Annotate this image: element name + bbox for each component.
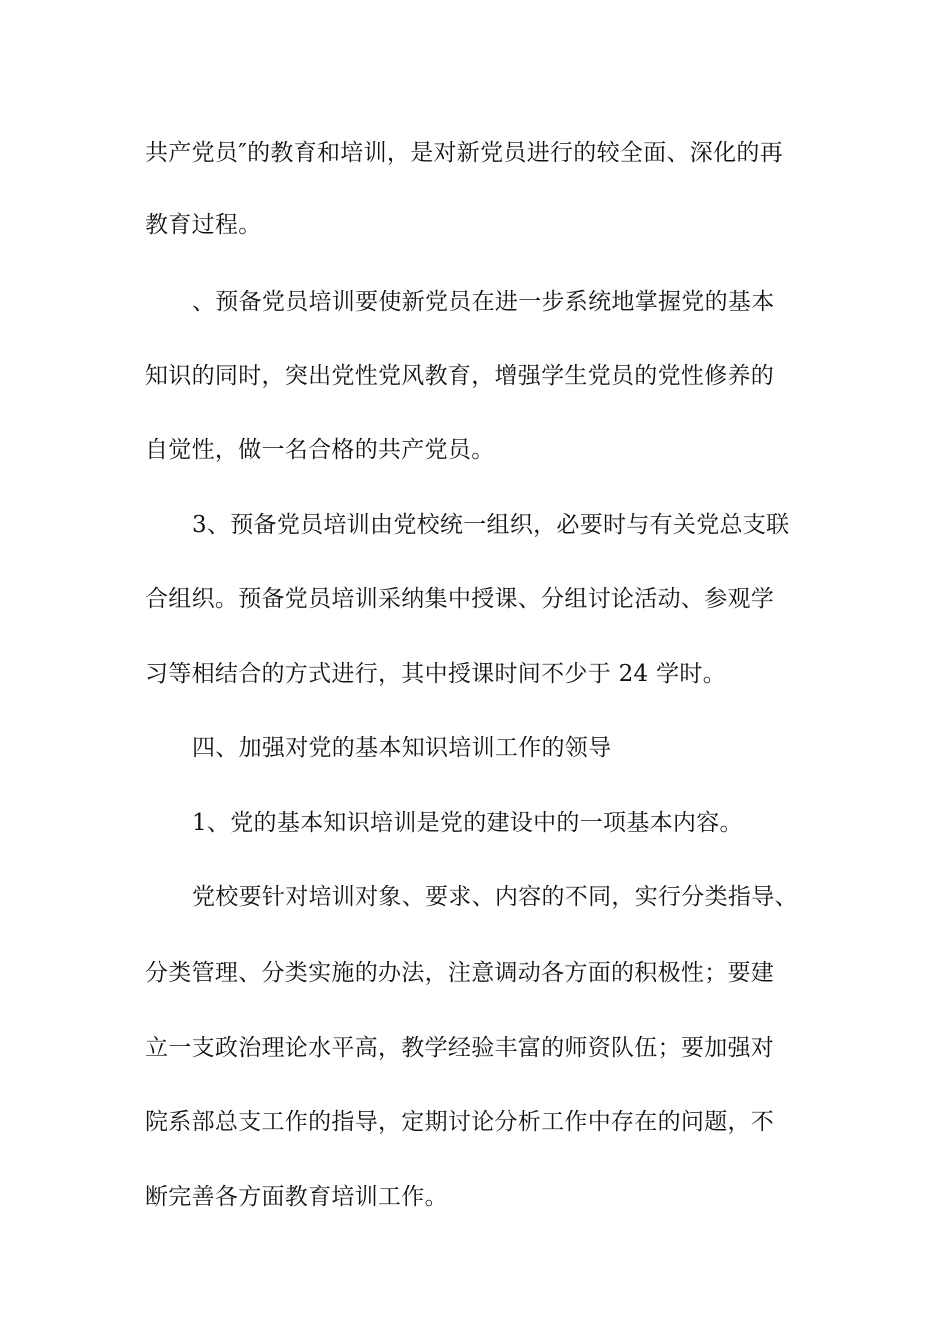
text-line: 分类管理、分类实施的办法，注意调动各方面的积极性；要建: [145, 960, 775, 986]
text-line: 教育过程。: [145, 212, 262, 238]
section-heading: 四、加强对党的基本知识培训工作的领导: [192, 735, 612, 761]
text-line: 3、预备党员培训由党校统一组织，必要时与有关党总支联: [192, 512, 790, 538]
text-line: 、预备党员培训要使新党员在进一步系统地掌握党的基本: [192, 289, 775, 315]
text-line: 断完善各方面教育培训工作。: [145, 1184, 448, 1210]
text-line: 1、党的基本知识培训是党的建设中的一项基本内容。: [192, 810, 743, 836]
text-line: 院系部总支工作的指导，定期讨论分析工作中存在的问题，不: [145, 1109, 775, 1135]
text-line: 自觉性，做一名合格的共产党员。: [145, 437, 495, 463]
text-line: 共产党员″的教育和培训，是对新党员进行的较全面、深化的再: [145, 140, 783, 166]
text-line: 知识的同时，突出党性党风教育，增强学生党员的党性修养的: [145, 363, 775, 389]
text-line: 合组织。预备党员培训采纳集中授课、分组讨论活动、参观学: [145, 586, 775, 612]
text-line: 党校要针对培训对象、要求、内容的不同，实行分类指导、: [192, 884, 798, 910]
text-line: 习等相结合的方式进行，其中授课时间不少于 24 学时。: [145, 661, 726, 687]
text-line: 立一支政治理论水平高，教学经验丰富的师资队伍；要加强对: [145, 1035, 775, 1061]
